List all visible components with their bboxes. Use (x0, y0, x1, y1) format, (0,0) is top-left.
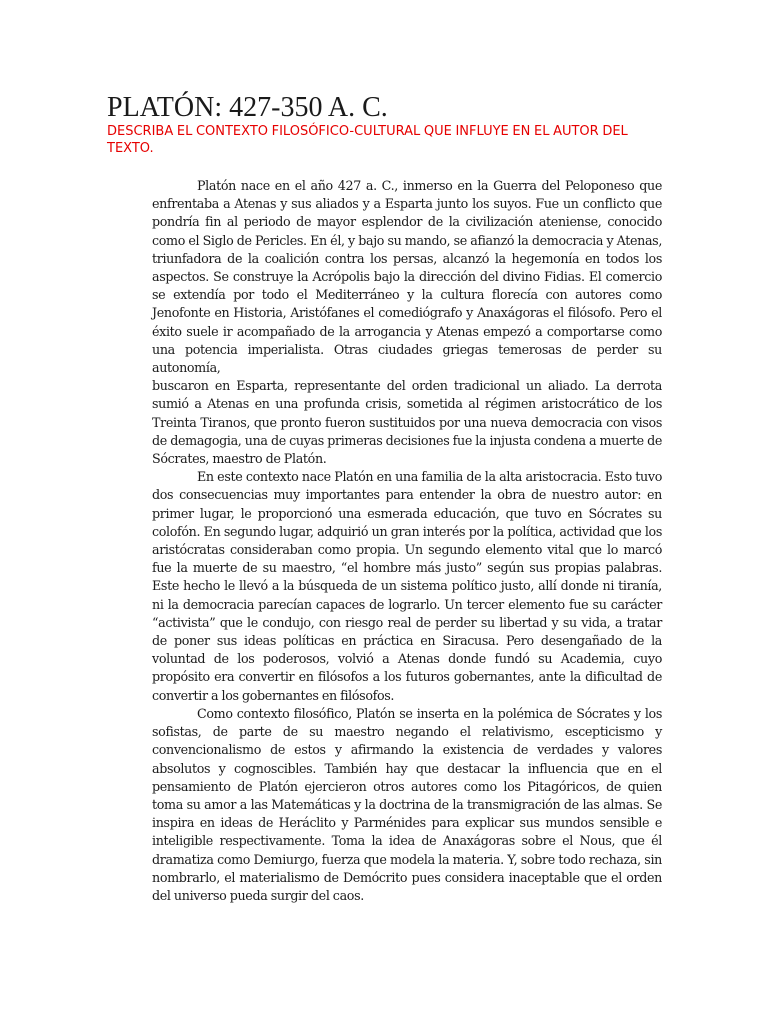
document-title: PLATÓN: 427-350 A. C. (107, 92, 388, 123)
paragraph: En este contexto nace Platón en una familia de la alta aristocracia. Esto tuvo dos consecuencias muy importantes para entender la obra de nuestro autor: en primer lugar, le proporcionó una esmerada educación, que tuvo en Sócrates su colofón. En segundo lugar, adquirió un gran interés por la política, actividad que los aristócratas consideraban como propia. Un segundo elemento vital que lo marcó fue la muerte de su maestro, “el hombre más justo” según sus propias palabras. Este hecho le llevó a la búsqueda de un sistema político justo, allí donde ni tiranía, ni la democracia parecían capaces de lograrlo. Un tercer elemento fue su carácter “activista” que le condujo, con riesgo real de perder su libertad y su vida, a tratar de poner sus ideas políticas en práctica en Siracusa. Pero desengañado de la voluntad de los poderosos, volvió a Atenas donde fundó su Academia, cuyo propósito era convertir en filósofos a los futuros gobernantes, ante la dificultad de convertir a los gobernantes en filósofos. (152, 469, 662, 703)
document-body (152, 177, 662, 905)
paragraph: Platón nace en el año 427 a. C., inmerso en la Guerra del Peloponeso que enfrentaba a Atenas y sus aliados y a Esparta junto los suyos. Fue un conflicto que pondría fin al periodo de mayor esplendor de la civilización ateniense, conocido como el Siglo de Pericles. En él, y bajo su mando, se afianzó la democracia y Atenas, triunfadora de la coalición contra los persas, alcanzó la hegemonía en todos los aspectos. Se construye la Acrópolis bajo la dirección del divino Fidias. El comercio se extendía por todo el Mediterráneo y la cultura florecía con autores como Jenofonte en Historia, Aristófanes el comediógrafo y Anaxágoras el filósofo. Pero el éxito suele ir acompañado de la arrogancia y Atenas empezó a comportarse como una potencia imperialista. Otras ciudades griegas temerosas de perder su autonomía, (152, 178, 662, 376)
paragraph: buscaron en Esparta, representante del orden tradicional un aliado. La derrota sumió a Atenas en una profunda crisis, sometida al régimen aristocrático de los Treinta Tiranos, que pronto fueron sustituidos por una nueva democracia con visos de demagogia, una de cuyas primeras decisiones fue la injusta condena a muerte de Sócrates, maestro de Platón. (152, 378, 662, 467)
paragraph: Como contexto filosófico, Platón se inserta en la polémica de Sócrates y los sofistas, de parte de su maestro negando el relativismo, escepticismo y convencionalismo de estos y afirmando la existencia de verdades y valores absolutos y cognoscibles. También hay que destacar la influencia que en el pensamiento de Platón ejercieron otros autores como los Pitagóricos, de quien toma su amor a las Matemáticas y la doctrina de la transmigración de las almas. Se inspira en ideas de Heráclito y Parménides para explicar sus mundos sensible e inteligible respectivamente. Toma la idea de Anaxágoras sobre el Nous, que él dramatiza como Demiurgo, fuerza que modela la materia. Y, sobre todo rechaza, sin nombrarlo, el materialismo de Demócrito pues considera inaceptable que el orden del universo pueda surgir del caos. (152, 705, 662, 903)
question-heading: DESCRIBA EL CONTEXTO FILOSÓFICO-CULTURAL QUE INFLUYE EN EL AUTOR DEL TEXTO. (107, 124, 628, 156)
